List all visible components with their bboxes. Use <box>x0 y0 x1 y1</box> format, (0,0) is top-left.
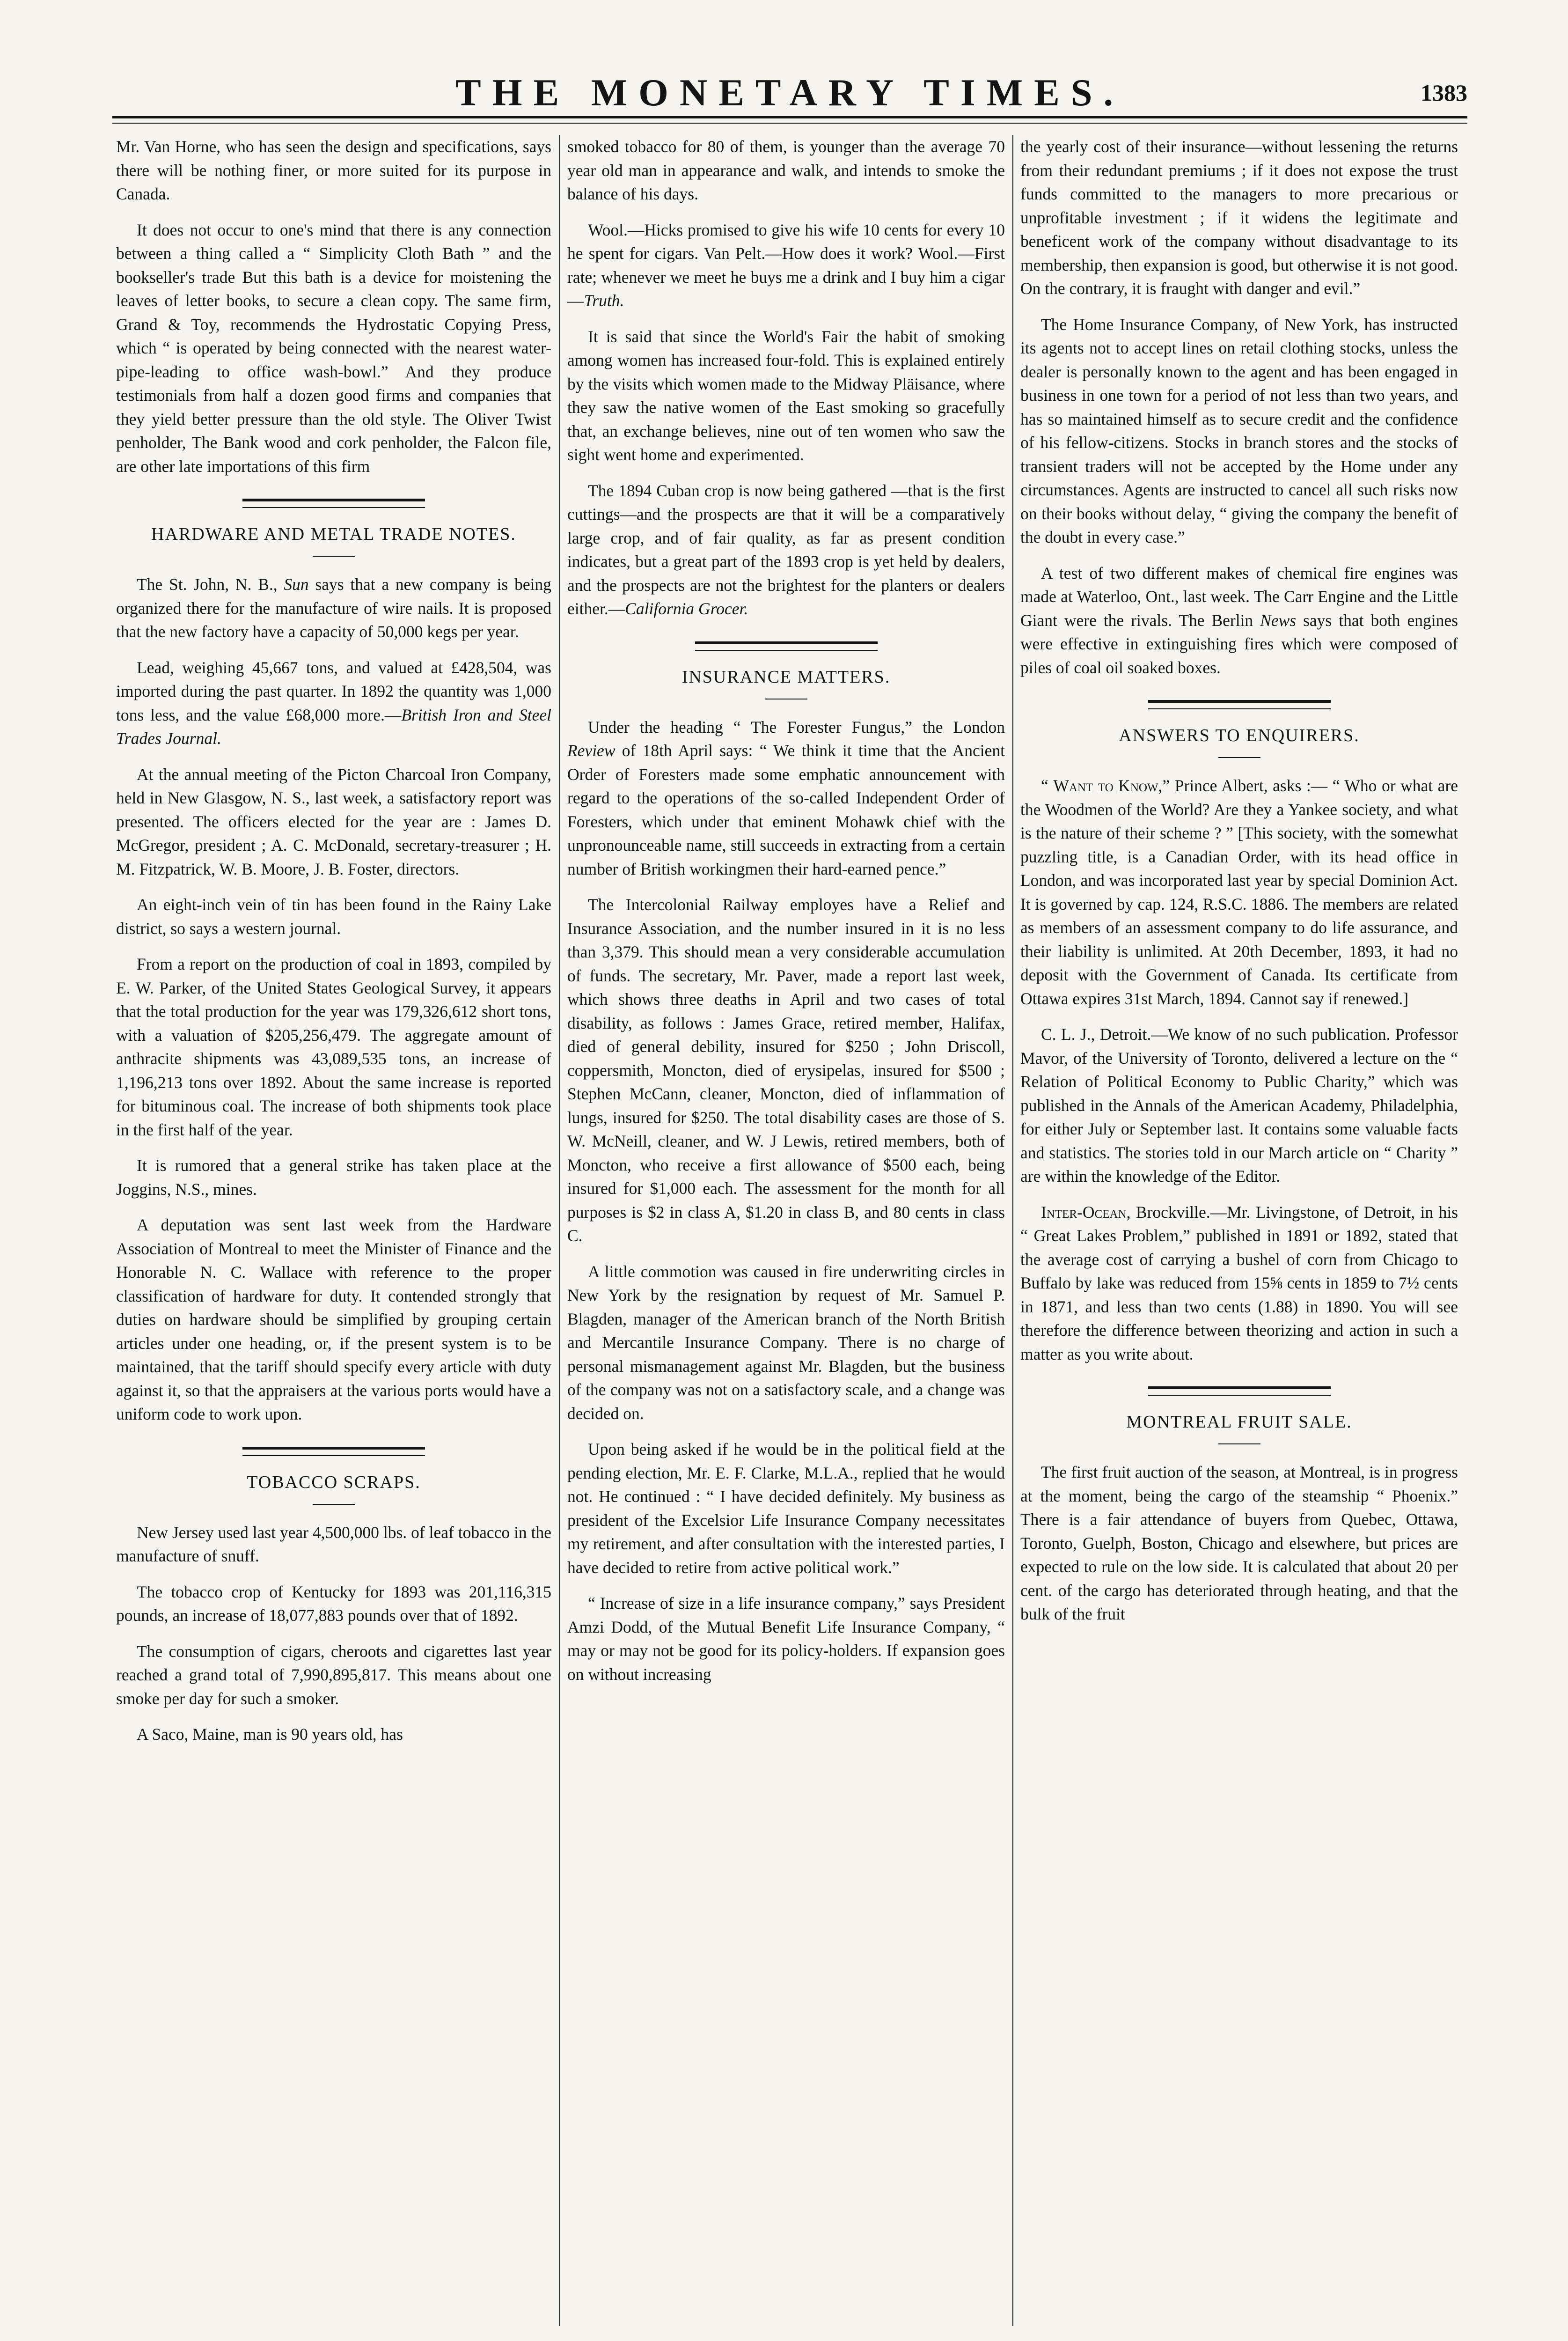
paragraph: “ Want to Know,” Prince Albert, asks :— “ Who or what are the Woodmen of the World? Are they a Yankee society, and what is the nature of their scheme ? ” [This society, with the somewhat puzzling title, is a Canadian Order, with its head office in London, and was incorporated last year by special Dominion Act. It is governed by cap. 124, R.S.C. 1886. The members are related as members of an assessment company to do life assurance, and their liability is unlimited. At 20th December, 1893, it had no deposit with the Government of Canada. Its certificate from Ottawa expires 31st March, 1894. Cannot say if renewed.] <box>1020 776 1458 1008</box>
publication-name: Review <box>567 741 615 760</box>
section-heading-montreal: MONTREAL FRUIT SALE. <box>1126 1412 1352 1432</box>
paragraph: Mr. Van Horne, who has seen the design and specifications, says there will be nothing finer, or more suited for its purpose in Canada. <box>116 137 551 203</box>
paragraph: An eight-inch vein of tin has been found in the Rainy Lake district, so says a western journal. <box>116 895 551 938</box>
paragraph: Inter-Ocean, Brockville.—Mr. Livingstone, of Detroit, in his “ Great Lakes Problem,” published in 1891 or 1892, stated that the average cost of carrying a bushel of corn from Chicago to Buffalo by lake was reduced from 15⅝ cents in 1859 to 7½ cents in 1871, and less than two cents (1.88) in 1890. You will see therefore the difference between theorizing and action in such a matter as you write about. <box>1020 1202 1458 1363</box>
section-rule <box>1148 1386 1331 1389</box>
publication-name: News <box>1260 611 1297 630</box>
source-citation: Truth. <box>584 291 624 310</box>
page-number: 1383 <box>1421 80 1467 106</box>
heading-underline <box>1218 1443 1260 1444</box>
paragraph: The Intercolonial Railway employes have a Relief and Insurance Association, and the number insured in it is no less than 3,379. This should mean a very considerable accumulation of funds. The secretary, Mr. Paver, made a report last week, which shows three deaths in April and two cases of total disability, as follows : James Grace, retired member, Halifax, died of general debility, insured for $250 ; John Driscoll, coppersmith, Moncton, died of erysipelas, insured for $500 ; Stephen McCann, cleaner, Moncton, died of inflammation of lungs, insured for $250. The total disability cases are those of S. W. McNeill, cleaner, and W. J Lewis, retired members, both of Moncton, who receive a first allowance of $500 each, being insured for $1,000 each. The assessment for the month for all purposes is $2 in class A, $1.20 in class B, and 80 cents in class C. <box>567 895 1005 1245</box>
paragraph: The St. John, N. B., Sun says that a new company is being organized there for the manufacture of wire nails. It is proposed that the new factory have a capacity of 50,000 kegs per year. <box>116 575 551 641</box>
paragraph: A Saco, Maine, man is 90 years old, has <box>137 1725 403 1744</box>
heading-underline <box>313 556 355 557</box>
paragraph: At the annual meeting of the Picton Charcoal Iron Company, held in New Glasgow, N. S., last week, a satisfactory report was presented. The officers elected for the year are : James D. McGregor, president ; A. C. McDonald, secretary-treasurer ; H. M. Fitzpatrick, W. B. Moore, J. B. Foster, directors. <box>116 765 551 878</box>
paragraph: Upon being asked if he would be in the political field at the pending election, Mr. E. F. Clarke, M.L.A., replied that he would not. He continued : “ I have decided definitely. My business as president of the Excelsior Life Insurance Company necessitates my retirement, and after consultation with the interested parties, I have decided to retire from active political work.” <box>567 1440 1005 1577</box>
paragraph: It is rumored that a general strike has taken place at the Joggins, N.S., mines. <box>116 1156 551 1199</box>
section-rule-thin <box>242 507 425 508</box>
paragraph: Lead, weighing 45,667 tons, and valued at £428,504, was imported during the past quarter. In 1892 the quantity was 1,000 tons less, and the value £68,000 more.—British Iron and Steel Trades Journal. <box>116 658 551 748</box>
column-divider <box>1012 135 1013 2326</box>
section-rule <box>695 641 878 644</box>
column-right <box>1020 135 1458 2326</box>
heading-underline <box>1218 757 1260 758</box>
paragraph: The first fruit auction of the season, at Montreal, is in progress at the moment, being the cargo of the steamship “ Phoenix.” There is a fair attendance of buyers from Quebec, Ottawa, Toronto, Guelph, Boston, Chicago and elsewhere, but prices are expected to rule on the low side. It is calculated that about 20 per cent. of the cargo has deteriorated through heating, and that the bulk of the fruit <box>1020 1463 1458 1623</box>
column-middle <box>567 135 1005 2326</box>
paragraph: The Home Insurance Company, of New York, has instructed its agents not to accept lines on retail clothing stocks, unless the dealer is personally known to the agent and has been engaged in business in one town for a period of not less than two years, and has so maintained himself as to secure credit and the confidence of his fellow-citizens. Stocks in branch stores and the stocks of transient traders will not be accepted by the Home under any circumstances. Agents are instructed to cancel all such risks now on their books without delay, “ giving the company the benefit of the doubt in every case.” <box>1020 315 1458 546</box>
paragraph: The 1894 Cuban crop is now being gathered —that is the first cuttings—and the prospects are that it will be a comparatively large crop, and of fair quality, as far as present condition indicates, but a great part of the 1893 crop is yet held by dealers, and the prospects are not the brightest for the planters or dealers either.—California Grocer. <box>567 481 1005 618</box>
paragraph: “ Increase of size in a life insurance company,” says President Amzi Dodd, of the Mutual Benefit Life Insurance Company, “ may or may not be good for its policy-holders. If expansion goes on without increasing <box>567 1594 1005 1684</box>
paragraph: It is said that since the World's Fair the habit of smoking among women has increased four-fold. This is explained entirely by the visits which women made to the Midway Pläisance, where they saw the native women of the East smoking so gracefully that, an exchange believes, nine out of ten women who saw the sight went home and experimented. <box>567 327 1005 464</box>
paragraph: It does not occur to one's mind that there is any connection between a thing called a “ Simplicity Cloth Bath ” and the bookseller's trade But this bath is a device for moistening the leaves of letter books, to secure a clean copy. The same firm, Grand & Toy, recommends the Hydrostatic Copying Press, which “ is operated by being connected with the nearest water-pipe-leading to office wash-bowl.” And they produce testimonials from half a dozen good firms and companies that they yield better pressure than the old style. The Oliver Twist penholder, The Bank wood and cork penholder, the Falcon file, are other late importations of this firm <box>116 220 551 476</box>
heading-underline <box>313 1504 355 1505</box>
newspaper-title: THE MONETARY TIMES. <box>455 71 1124 114</box>
paragraph: The tobacco crop of Kentucky for 1893 was 201,116,315 pounds, an increase of 18,077,883 pounds over that of 1892. <box>116 1582 551 1625</box>
paragraph: From a report on the production of coal in 1893, compiled by E. W. Parker, of the United States Geological Survey, it appears that the total production for the year was 179,326,612 short tons, with a valuation of $205,256,479. The aggregate amount of anthracite shipments was 43,089,535 tons, an increase of 1,196,213 tons over 1892. About the same increase is reported for bituminous coal. The increase of both shipments took place in the first half of the year. <box>116 955 551 1139</box>
section-heading-answers: ANSWERS TO ENQUIRERS. <box>1119 726 1360 745</box>
section-rule-thin <box>1148 1395 1331 1396</box>
publication-name: Sun <box>284 575 309 594</box>
column-left <box>116 135 551 2326</box>
column-divider <box>559 135 560 2326</box>
paragraph: A test of two different makes of chemical fire engines was made at Waterloo, Ont., last week. The Carr Engine and the Little Giant were the rivals. The Berlin News says that both engines were effective in extinguishing fires which were composed of piles of coal oil soaked boxes. <box>1020 563 1458 677</box>
section-rule <box>1148 700 1331 703</box>
paragraph: the yearly cost of their insurance—without lessening the returns from their redundant premiums ; if it does not expose the trust funds committed to the managers to more precarious or unprofitable investment ; if it widens the legitimate and beneficent work of the company without disadvantage to its membership, then expansion is good, but otherwise it is not good. On the contrary, it is fraught with danger and evil.” <box>1020 137 1458 298</box>
enquirer-name: Inter-Ocean, <box>1041 1202 1131 1222</box>
masthead <box>112 69 1467 116</box>
enquirer-name: Want to Know, <box>1053 776 1163 795</box>
paragraph: C. L. J., Detroit.—We know of no such publication. Professor Mavor, of the University of Toronto, delivered a lecture on the “ Relation of Political Economy to Public Charity,” which was published in the Annals of the American Academy, Philadelphia, for either July or September last. It contains some valuable facts and statistics. The stories told in our March article on “ Charity ” are within the knowledge of the Editor. <box>1020 1025 1458 1185</box>
section-rule <box>242 499 425 501</box>
section-rule-thin <box>1148 708 1331 709</box>
section-rule-thin <box>242 1455 425 1456</box>
section-rule <box>242 1447 425 1450</box>
section-rule-thin <box>695 650 878 651</box>
paragraph: New Jersey used last year 4,500,000 lbs. of leaf tobacco in the manufacture of snuff. <box>116 1523 551 1565</box>
paragraph: A deputation was sent last week from the Hardware Association of Montreal to meet the Minister of Finance and the Honorable N. C. Wallace with reference to the proper classification of hardware for duty. It contended strongly that duties on hardware should be simplified by grouping certain articles under one heading, or, if the present system is to be maintained, that the tariff should specify every article with duty against it, so that the appraisers at the various ports would have a uniform code to work upon. <box>116 1215 551 1423</box>
source-citation: British Iron and Steel Trades Journal. <box>116 705 551 748</box>
section-heading-tobacco: TOBACCO SCRAPS. <box>247 1472 421 1492</box>
masthead-rule-thin <box>112 123 1467 124</box>
paragraph: A little commotion was caused in fire underwriting circles in New York by the resignation by request of Mr. Samuel P. Blagden, manager of the American branch of the North British and Mercantile Insurance Company. There is no charge of personal mismanagement against Mr. Blagden, but the business of the company was not on a satisfactory scale, and a change was decided on. <box>567 1262 1005 1423</box>
source-citation: California Grocer. <box>625 599 748 618</box>
paragraph: smoked tobacco for 80 of them, is younger than the average 70 year old man in appearance and walk, and intends to smoke the balance of his days. <box>567 137 1005 203</box>
paragraph: Under the heading “ The Forester Fungus,” the London Review of 18th April says: “ We think it time that the Ancient Order of Foresters made some emphatic announcement with regard to the operations of the so-called Independent Order of Foresters, which under that eminent Mohawk chief with the unpronounceable name, still succeeds in extracting from a certain number of British workingmen their hard-earned pence.” <box>567 717 1005 878</box>
section-heading-hardware: HARDWARE AND METAL TRADE NOTES. <box>151 524 516 544</box>
paragraph: The consumption of cigars, cheroots and cigarettes last year reached a grand total of 7,990,895,817. This means about one smoke per day for such a smoker. <box>116 1642 551 1708</box>
section-heading-insurance: INSURANCE MATTERS. <box>681 667 891 687</box>
masthead-rule <box>112 116 1467 118</box>
paragraph: Wool.—Hicks promised to give his wife 10 cents for every 10 he spent for cigars. Van Pelt.—How does it work? Wool.—First rate; whenever we meet he buys me a drink and I buy him a cigar—Truth. <box>567 220 1005 310</box>
